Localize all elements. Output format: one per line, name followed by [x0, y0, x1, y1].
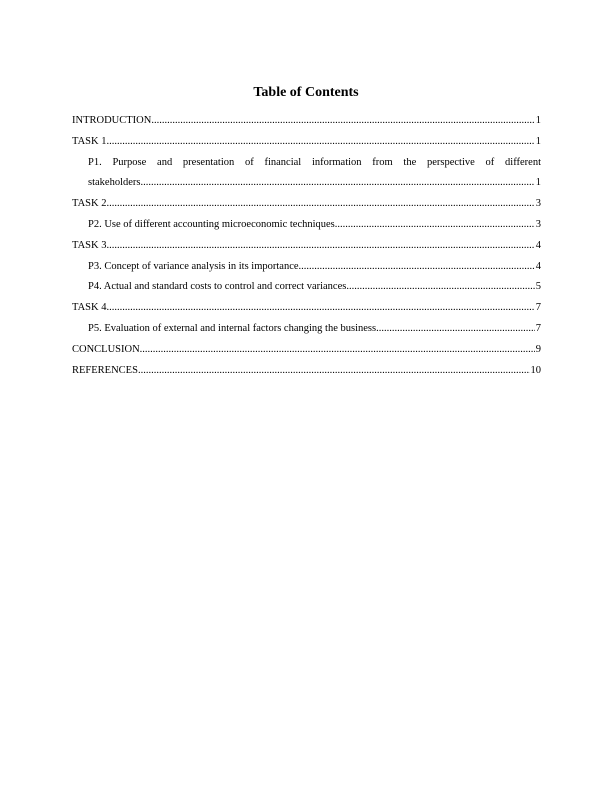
toc-page-number: 1 [535, 115, 541, 126]
toc-entry-conclusion[interactable] [72, 340, 541, 361]
toc-page-number: 7 [535, 322, 541, 334]
toc-page-number: 9 [535, 343, 541, 355]
dot-leader [151, 111, 534, 132]
toc-page-number: 5 [535, 281, 541, 293]
toc-page-number: 7 [535, 302, 541, 314]
toc-entry-label: P4. Actual and standard costs to control and correct variances [88, 281, 347, 293]
toc-page-number: 4 [535, 260, 541, 272]
toc-entry-label: TASK 2 [72, 198, 107, 210]
table-of-contents [72, 111, 541, 381]
toc-title: Table of Contents [253, 85, 359, 100]
toc-entry-references[interactable] [72, 361, 541, 382]
toc-entry-p3[interactable] [72, 257, 541, 278]
toc-entry-label: P5. Evaluation of external and internal factors changing the business [88, 322, 377, 334]
dot-leader [106, 132, 534, 153]
toc-entry-label: CONCLUSION [72, 343, 140, 355]
toc-page-number: 1 [535, 135, 541, 147]
toc-entry-task-4[interactable] [72, 298, 541, 319]
toc-entry-label: P2. Use of different accounting microeconomic techniques [88, 218, 335, 230]
toc-entry-p4[interactable] [72, 277, 541, 298]
toc-entry-label: INTRODUCTION [72, 115, 152, 126]
toc-entry-label: P3. Concept of variance analysis in its importance [88, 260, 299, 272]
dot-leader [106, 236, 534, 257]
dot-leader [140, 340, 535, 361]
dot-leader [138, 361, 530, 382]
toc-page-number: 1 [535, 177, 541, 189]
dot-leader [376, 319, 535, 340]
toc-entry-label-line1: P1. Purpose and presentation of financial information from the perspective of different [88, 156, 541, 168]
dot-leader [346, 277, 534, 298]
toc-entry-p2[interactable] [72, 215, 541, 236]
toc-entry-label: REFERENCES [72, 364, 138, 376]
toc-entry-p1[interactable] [72, 153, 541, 195]
toc-page-number: 3 [535, 218, 541, 230]
toc-entry-task-2[interactable] [72, 194, 541, 215]
dot-leader [141, 173, 535, 194]
toc-entry-task-3[interactable] [72, 236, 541, 257]
dot-leader [299, 257, 535, 278]
toc-entry-label: TASK 4 [72, 302, 107, 314]
toc-page-number: 3 [535, 198, 541, 210]
toc-entry-task-1[interactable] [72, 132, 541, 153]
toc-entry-introduction[interactable] [72, 111, 541, 132]
dot-leader [106, 298, 534, 319]
toc-page-number: 4 [535, 239, 541, 251]
toc-entry-p5[interactable] [72, 319, 541, 340]
dot-leader [335, 215, 535, 236]
toc-page-number: 10 [530, 364, 541, 376]
toc-entry-label: TASK 3 [72, 239, 107, 251]
dot-leader [106, 194, 534, 215]
toc-entry-label-line2: stakeholders [88, 177, 141, 189]
toc-entry-label: TASK 1 [72, 135, 107, 147]
